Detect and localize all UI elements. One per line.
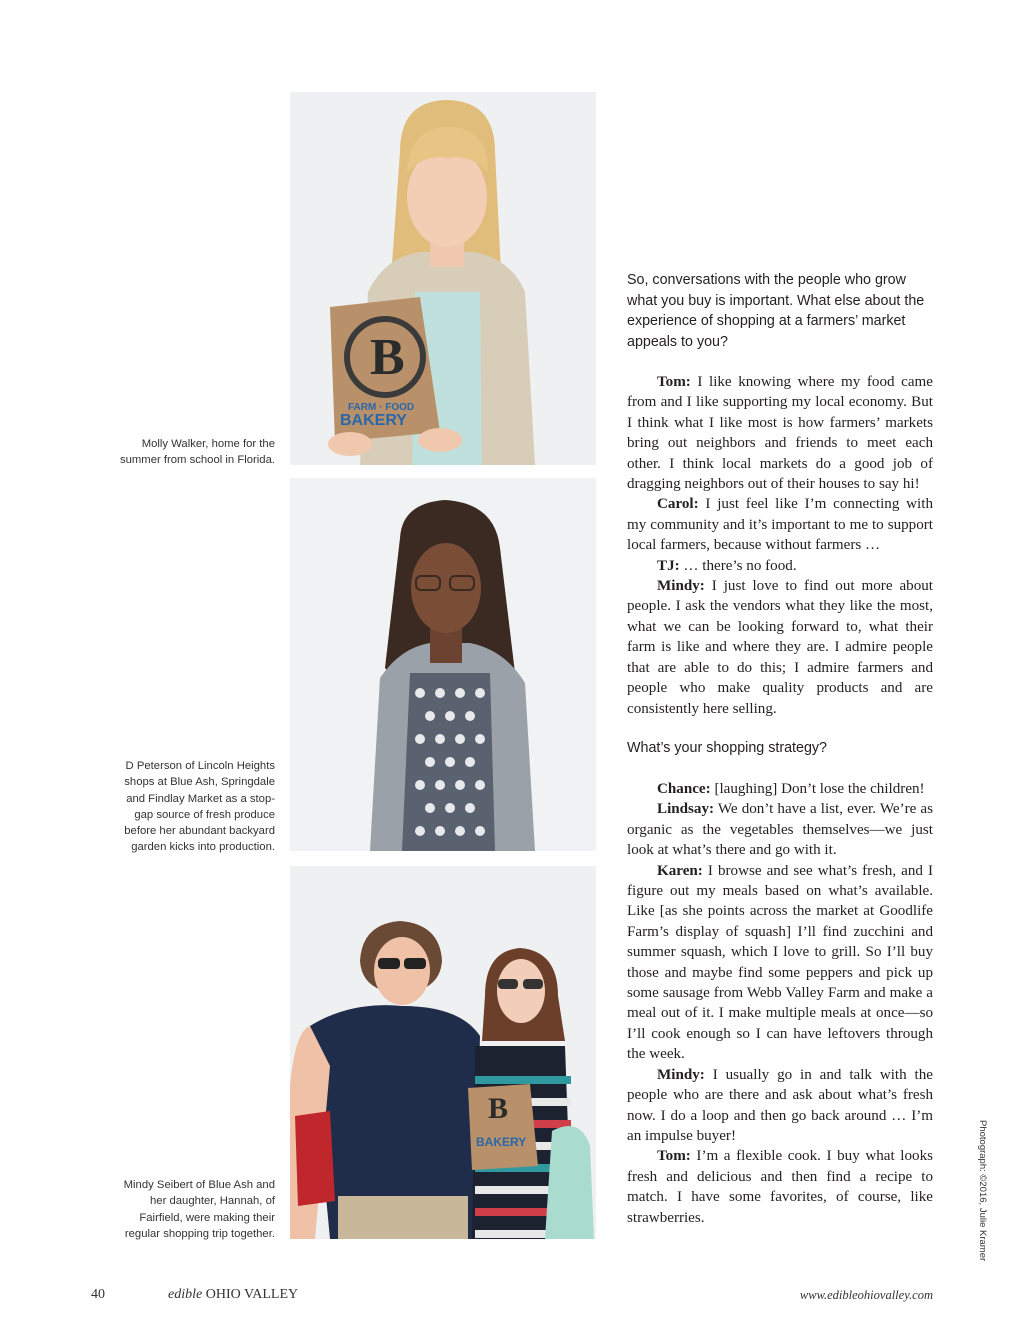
svg-text:FARM · FOOD: FARM · FOOD — [348, 402, 415, 413]
answer-chance — [627, 779, 933, 799]
photo-credit-text: Photograph: ©2016, Julie Kramer — [977, 1120, 988, 1262]
answer-carol — [627, 494, 933, 555]
speaker-name: Chance: — [657, 781, 711, 797]
answer-lindsay — [627, 799, 933, 860]
magazine-edible: edible — [168, 1287, 203, 1302]
website-url: www.edibleohiovalley.com — [799, 1288, 933, 1302]
answer-karen — [627, 861, 933, 1065]
speaker-name: Karen: — [657, 862, 703, 879]
answer-text: We don’t have a list, ever. We’re as organic as the vegetables themselves—we just look at what’s there and go with it. — [627, 801, 933, 859]
svg-text:B: B — [488, 1092, 509, 1125]
answer-text: I just love to find out more about people. I ask the vendors what they like the most, what we can be looking forward to, what their farm is like and where they are. I admire people that are able to do this; I admire farmers and people who make quality products and are consistently here selling. — [627, 578, 933, 717]
photo-mindy-hannah — [290, 866, 596, 1239]
speaker-name: TJ: — [657, 557, 680, 574]
magazine-region: OHIO VALLEY — [205, 1287, 299, 1302]
answers-block-1 — [627, 372, 933, 719]
magazine-name — [168, 1287, 298, 1303]
answer-text: I browse and see what’s fresh, and I figure out my meals based on what’s available. Like [as she points across the market at Goodlife Farm’s display of squash] I’ll find zucchini and summer squash, which I love to grill. So I’ll buy those and maybe find some peppers and pick up some sausage from Webb Valley Farm and make a meal out of it. I make multiple meals at once—so I’ll cook enough so I can have leftovers through the week. — [627, 862, 933, 1063]
svg-text:B: B — [370, 329, 405, 386]
answer-text: [laughing] Don’t lose the children! — [710, 781, 925, 797]
answer-tom — [627, 372, 933, 494]
answer-text: I usually go in and talk with the people who are there and ask about what’s fresh now. I do a loop and then go back around … I’m an impulse buyer! — [627, 1066, 933, 1144]
answer-text: … there’s no food. — [679, 557, 797, 574]
svg-text:BAKERY: BAKERY — [476, 1135, 527, 1149]
speaker-name: Tom: — [657, 1148, 691, 1165]
answer-mindy-2 — [627, 1065, 933, 1147]
svg-text:BAKERY: BAKERY — [340, 412, 407, 429]
answer-mindy — [627, 576, 933, 719]
speaker-name: Mindy: — [657, 578, 705, 595]
page-number: 40 — [91, 1287, 105, 1302]
question-1: So, conversations with the people who grow what you buy is important. What else about the experience of shopping at a farmers’ market appeals to you? — [627, 272, 925, 350]
speaker-name: Tom: — [657, 374, 691, 390]
speaker-name: Carol: — [657, 496, 699, 513]
caption-photo3: Mindy Seibert of Blue Ash and her daughter, Hannah, of Fairfield, were making their regular shopping trip together. — [123, 1179, 275, 1240]
speaker-name: Mindy: — [657, 1066, 705, 1083]
answer-text: I’m a flexible cook. I buy what looks fresh and delicious and then find a recipe to match. I have some favorites, of course, like strawberries. — [627, 1148, 933, 1226]
answer-tj — [627, 556, 933, 576]
answer-text: I like knowing where my food came from and I like supporting my local economy. But I think what I like most is how farmers’ markets bring out neighbors and friends to meet each other. I think local markets do a good job of dragging neighbors out of their houses to say hi! — [627, 374, 933, 493]
answers-block-2 — [627, 779, 933, 1228]
speaker-name: Lindsay: — [657, 801, 715, 818]
caption-photo2: D Peterson of Lincoln Heights shops at Blue Ash, Springdale and Findlay Market as a stop-gap source of fresh produce before her abundant backyard garden kicks into production. — [124, 760, 275, 854]
answer-tom-2 — [627, 1146, 933, 1228]
photo-molly-walker — [290, 92, 596, 465]
caption-photo1: Molly Walker, home for the summer from school in Florida. — [119, 438, 275, 467]
answer-text: I just feel like I’m connecting with my community and it’s important to me to support local farmers, because without farmers … — [627, 496, 933, 554]
photo-d-peterson — [290, 478, 596, 851]
question-2: What’s your shopping strategy? — [627, 740, 828, 756]
photo-credit — [976, 1120, 990, 1262]
